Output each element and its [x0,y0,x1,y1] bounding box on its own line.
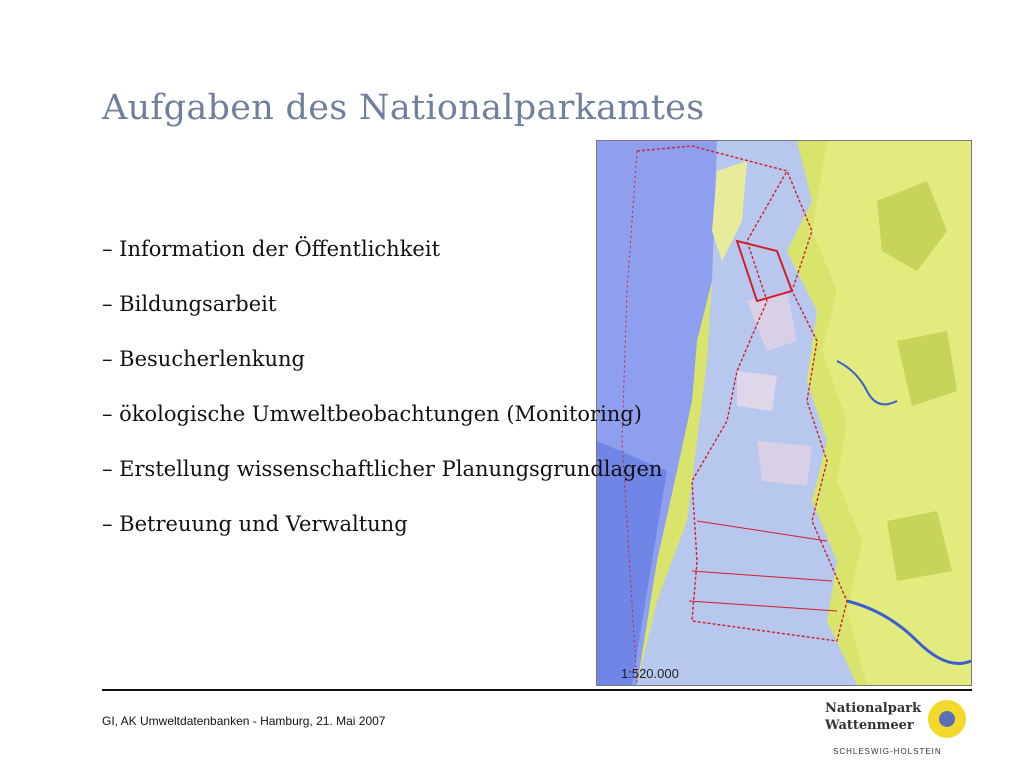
hallig-area [757,441,812,486]
logo-center [939,711,955,727]
logo-wordmark [825,700,925,734]
island-amrum [737,371,777,411]
nationalpark-logo-icon [926,698,968,740]
logo-line-1: Nationalpark [825,701,922,716]
task-item: – ökologische Umweltbeobachtungen (Monitoring) [102,402,642,426]
task-item: – Information der Öffentlichkeit [102,237,441,261]
task-item: – Besucherlenkung [102,347,305,371]
task-item: – Betreuung und Verwaltung [102,512,408,536]
task-item: – Bildungsarbeit [102,292,277,316]
logo-subtitle: SCHLESWIG-HOLSTEIN [833,747,942,756]
map-scale-label: 1:520.000 [621,666,679,681]
task-list [102,233,662,563]
slide-title: Aufgaben des Nationalparkamtes [102,88,705,128]
footer-text: GI, AK Umweltdatenbanken - Hamburg, 21. Mai 2007 [102,714,386,728]
logo-line-2: Wattenmeer [825,718,914,733]
task-item: – Erstellung wissenschaftlicher Planungsgrundlagen [102,457,663,481]
footer-divider [102,689,972,691]
